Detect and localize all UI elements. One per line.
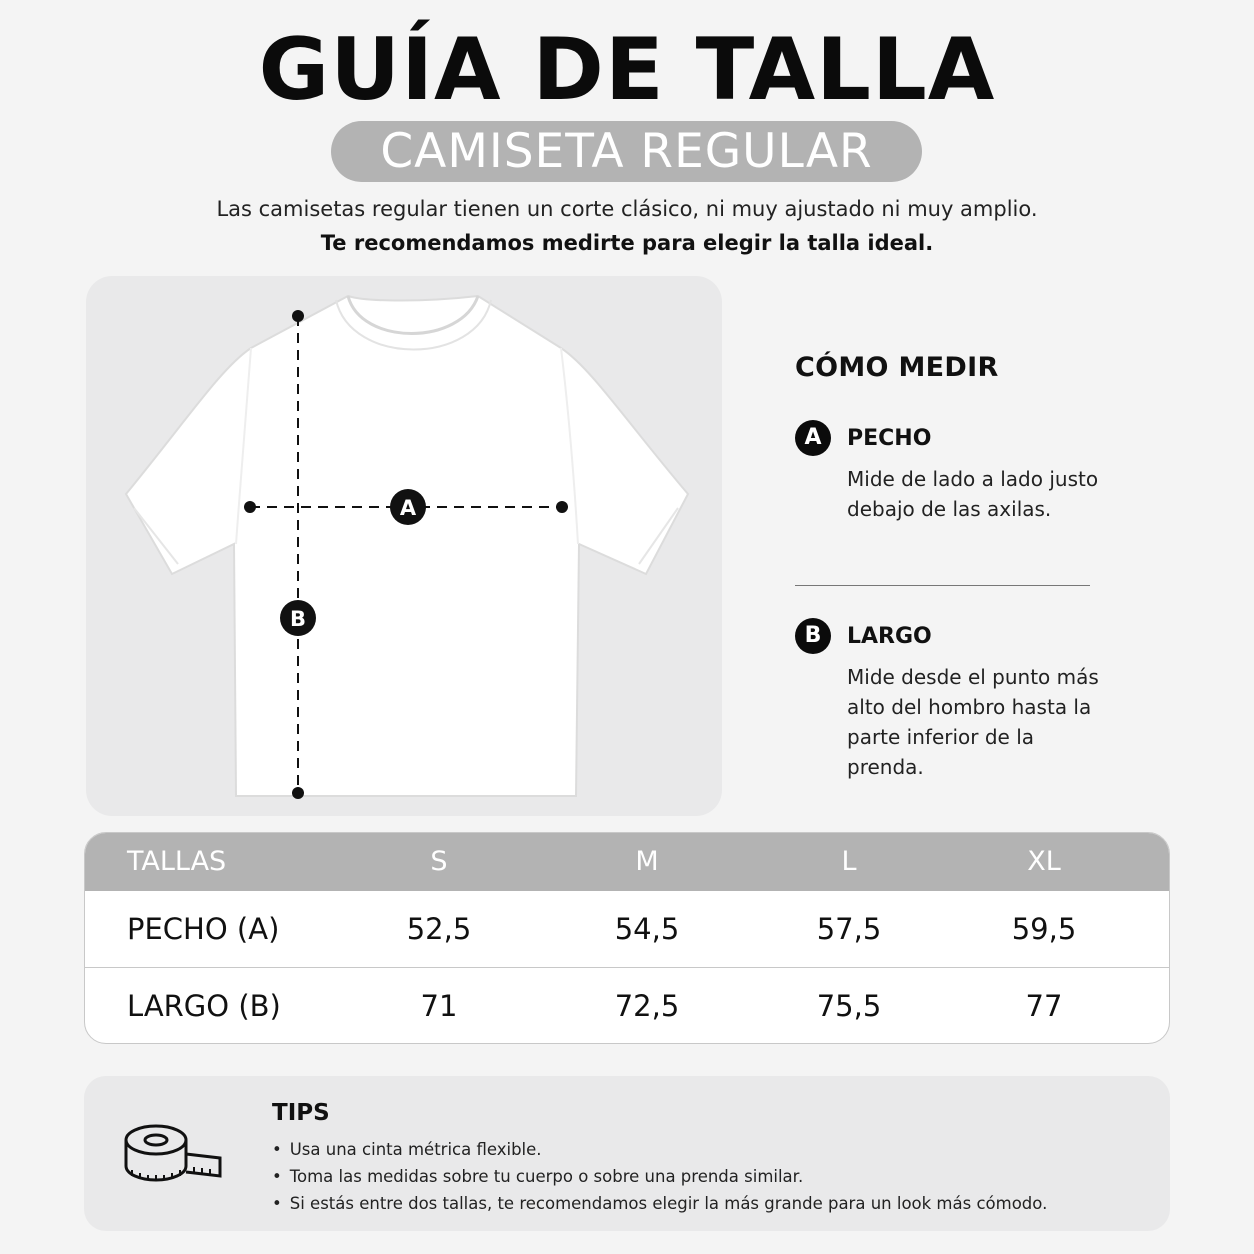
measure-title-chest: PECHO	[847, 426, 932, 451]
measure-title-length: LARGO	[847, 624, 932, 649]
table-cell: 77	[1025, 989, 1063, 1023]
tip-item: • Toma las medidas sobre tu cuerpo o sobre una prenda similar.	[272, 1163, 1047, 1190]
table-header-cell: TALLAS	[127, 846, 227, 877]
marker-b-label: B	[289, 607, 307, 631]
tips-list	[272, 1136, 1047, 1217]
tshirt-diagram	[86, 276, 722, 816]
tshirt-illustration	[126, 296, 688, 796]
length-measure-endpoint-top	[292, 310, 304, 322]
tip-item: • Usa una cinta métrica flexible.	[272, 1136, 1047, 1163]
tshirt-diagram-card	[86, 276, 722, 816]
marker-a-label: A	[399, 496, 417, 520]
tips-card	[84, 1076, 1170, 1231]
how-to-measure-section	[795, 352, 1115, 779]
table-header-cell: M	[635, 846, 659, 877]
table-row	[85, 968, 1170, 1044]
intro-recommendation: Te recomendamos medirte para elegir la talla ideal.	[320, 231, 934, 255]
table-cell: 72,5	[614, 989, 680, 1023]
table-header-row	[85, 833, 1170, 891]
badge-b: B	[795, 618, 831, 654]
size-table	[84, 832, 1170, 1044]
chest-measure-endpoint-right	[556, 501, 568, 513]
tips-title: TIPS	[272, 1100, 330, 1126]
row-label-chest: PECHO (A)	[127, 912, 280, 946]
table-cell: 54,5	[614, 912, 680, 946]
table-cell: 71	[420, 989, 458, 1023]
length-measure-endpoint-bottom	[292, 787, 304, 799]
table-cell: 52,5	[406, 912, 472, 946]
table-cell: 75,5	[816, 989, 882, 1023]
intro-text: Las camisetas regular tienen un corte clásico, ni muy ajustado ni muy amplio.	[216, 197, 1038, 221]
how-to-measure-title: CÓMO MEDIR	[795, 352, 999, 383]
how-to-divider	[795, 585, 1090, 586]
chest-measure-endpoint-left	[244, 501, 256, 513]
table-header-cell: S	[430, 846, 448, 877]
table-cell: 59,5	[1011, 912, 1077, 946]
product-type-pill: CAMISETA REGULAR	[331, 121, 922, 182]
badge-a: A	[795, 420, 831, 456]
measuring-tape-icon	[124, 1120, 224, 1190]
tip-item: • Si estás entre dos tallas, te recomendamos elegir la más grande para un look más cómodo.	[272, 1190, 1047, 1217]
table-cell: 57,5	[816, 912, 882, 946]
measure-desc-length: Mide desde el punto más alto del hombro hasta la parte inferior de la prenda.	[847, 665, 1099, 779]
page-title: GUÍA DE TALLA	[258, 20, 996, 120]
measure-desc-chest: Mide de lado a lado justo debajo de las axilas.	[847, 467, 1099, 521]
table-row	[85, 891, 1170, 968]
table-header-cell: XL	[1027, 846, 1061, 877]
row-label-length: LARGO (B)	[127, 989, 281, 1023]
table-header-cell: L	[841, 846, 857, 877]
